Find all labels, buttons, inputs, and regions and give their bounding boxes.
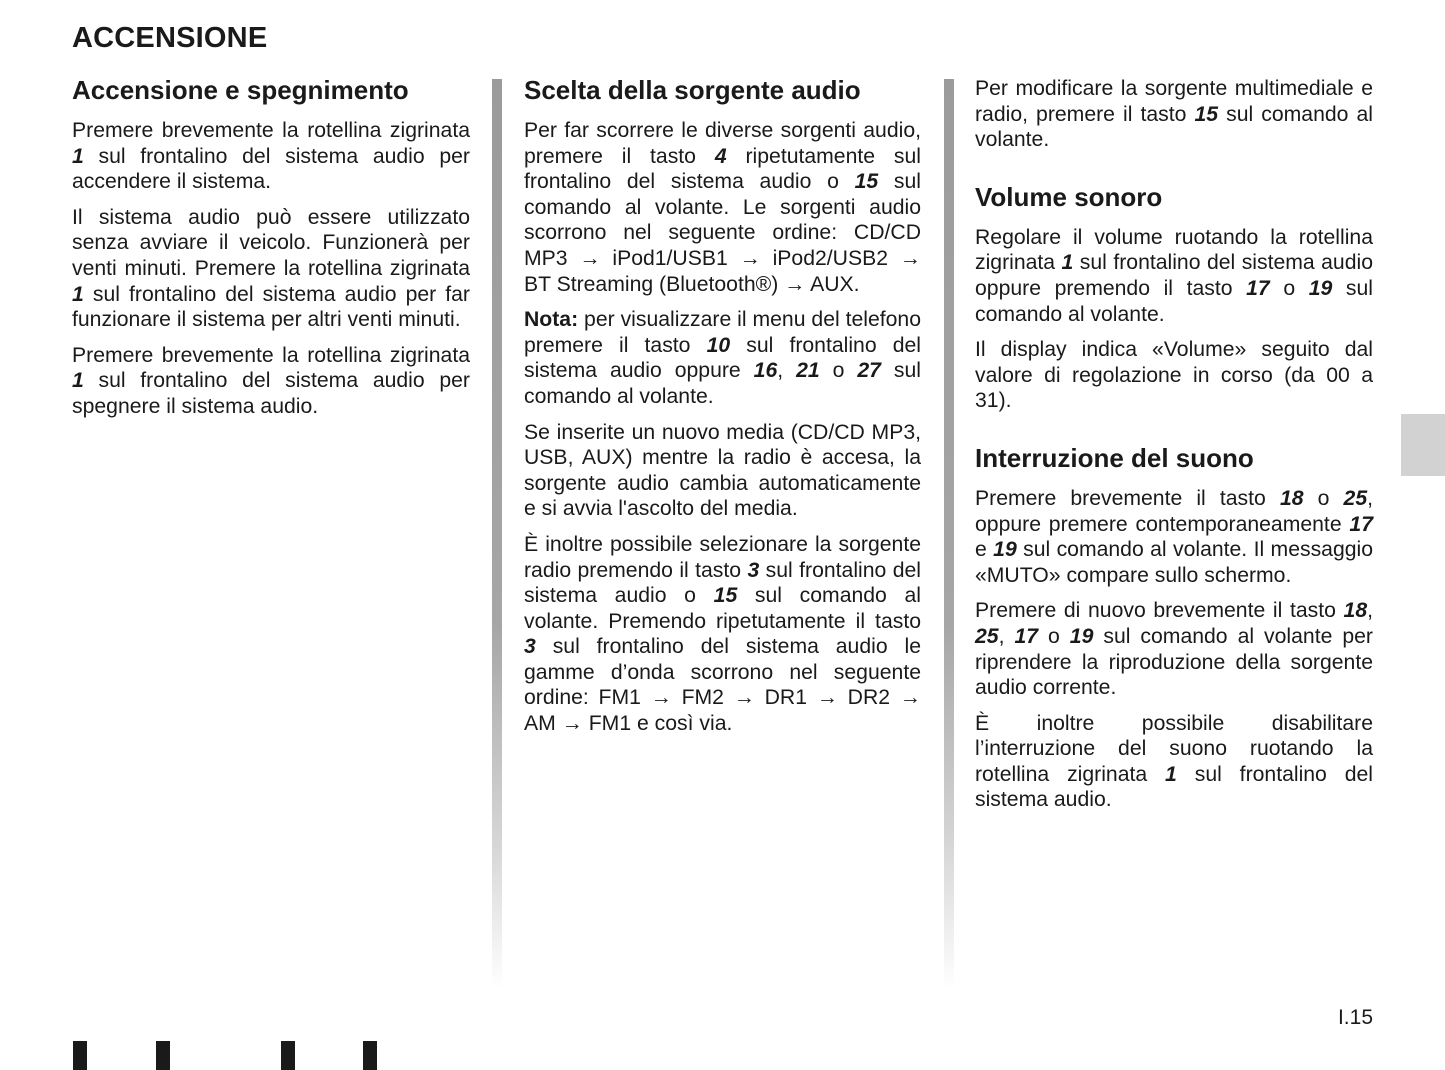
paragraph: Per far scorrere le diverse sorgenti audio, premere il tasto 4 ripetutamente sul frontalino del sistema audio o 15 sul comando al volante. Le sorgenti audio scorrono nel seguente ordine: CD/CD MP3 → iPod1/USB1 → iPod2/USB2 → BT Streaming (Bluetooth®) → AUX. [524, 119, 921, 296]
paragraph: Il sistema audio può essere utilizzato senza avviare il veicolo. Funzionerà per venti minuti. Premere la rotellina zigrinata 1 sul frontalino del sistema audio per far funzionare il sistema per altri venti minuti. [72, 205, 470, 332]
paragraph-nota: Nota: per visualizzare il menu del telefono premere il tasto 10 sul frontalino del sistema audio oppure 16, 21 o 27 sul comando al volante. [524, 308, 921, 408]
print-registration-mark [363, 1041, 377, 1070]
paragraph: Premere di nuovo brevemente il tasto 18, 25, 17 o 19 sul comando al volante per riprendere la riproduzione della sorgente audio corrente. [975, 599, 1373, 700]
section-heading-sorgente: Scelta della sorgente audio [524, 75, 861, 105]
section-heading-volume: Volume sonoro [975, 181, 1163, 212]
print-registration-mark [73, 1041, 87, 1070]
column-accensione [72, 74, 470, 430]
paragraph: Il display indica «Volume» seguito dal valore di regolazione in corso (da 00 a 31). [975, 338, 1373, 413]
column-divider [944, 79, 954, 989]
paragraph: Premere brevemente il tasto 18 o 25, oppure premere contemporaneamente 17 e 19 sul comando al volante. Il messaggio «MUTO» compare sullo schermo. [975, 486, 1374, 587]
column-volume [975, 76, 1373, 823]
paragraph: Premere brevemente la rotellina zigrinata 1 sul frontalino del sistema audio per accendere il sistema. [72, 119, 470, 194]
print-registration-mark [156, 1041, 170, 1070]
section-heading-accensione: Accensione e spegnimento [72, 75, 409, 105]
paragraph: Per modificare la sorgente multimediale e radio, premere il tasto 15 sul comando al volante. [975, 77, 1373, 152]
column-divider [492, 79, 502, 989]
paragraph: Se inserite un nuovo media (CD/CD MP3, USB, AUX) mentre la radio è accesa, la sorgente audio cambia automaticamente e si avvia l'ascolto del media. [524, 420, 921, 521]
chapter-thumb-tab [1401, 414, 1445, 476]
page-number: I.15 [1337, 1006, 1373, 1029]
column-sorgente [524, 74, 921, 747]
paragraph: È inoltre possibile disabilitare l’interruzione del suono ruotando la rotellina zigrinata 1 sul frontalino del sistema audio. [975, 711, 1373, 812]
page-title: ACCENSIONE [72, 22, 268, 54]
print-registration-mark [281, 1041, 295, 1070]
paragraph: Premere brevemente la rotellina zigrinata 1 sul frontalino del sistema audio per spegnere il sistema audio. [72, 343, 470, 418]
paragraph: Regolare il volume ruotando la rotellina zigrinata 1 sul frontalino del sistema audio oppure premendo il tasto 17 o 19 sul comando al volante. [975, 225, 1373, 326]
section-heading-mute: Interruzione del suono [975, 442, 1254, 473]
paragraph: È inoltre possibile selezionare la sorgente radio premendo il tasto 3 sul frontalino del sistema audio o 15 sul comando al volante. Premendo ripetutamente il tasto 3 sul frontalino del sistema audio le gamme d’onda scorrono nel seguente ordine: FM1 → FM2 → DR1 → DR2 → AM → FM1 e così via. [524, 532, 921, 736]
